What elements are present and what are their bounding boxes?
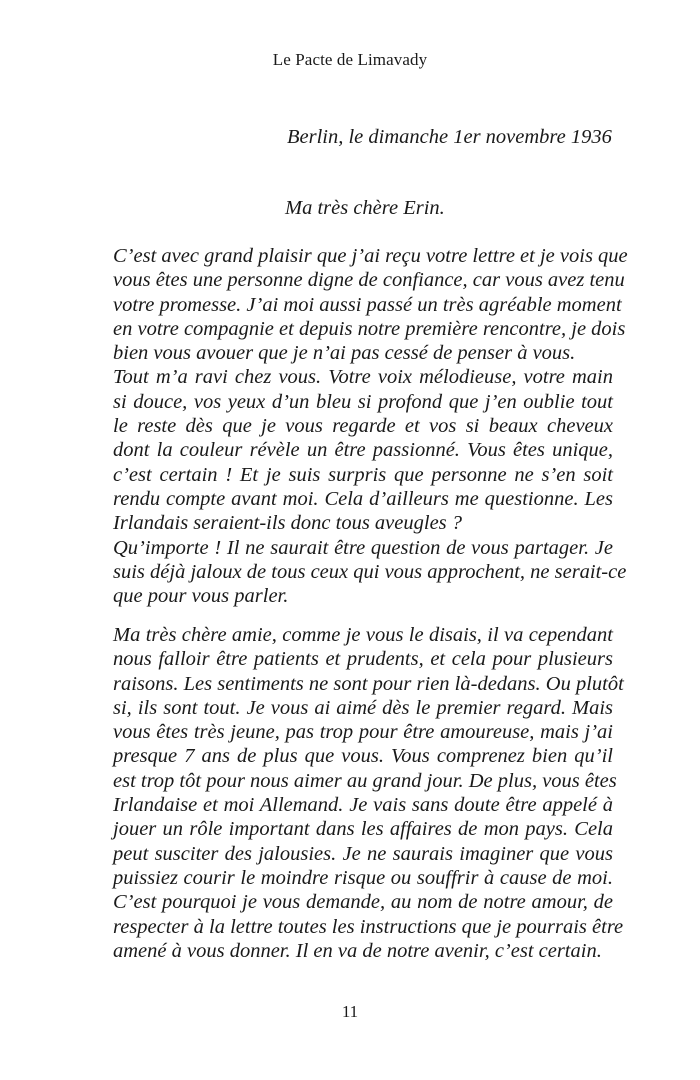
text-line: raisons. Les sentiments ne sont pour rien là-dedans. Ou plutôt (113, 672, 624, 695)
text-line: Qu’importe ! Il ne saurait être question de vous partager. Je (113, 536, 613, 559)
text-line: respecter à la lettre toutes les instructions que je pourrais être (113, 915, 624, 938)
text-line: Irlandais seraient-ils donc tous aveugles ? (113, 512, 463, 535)
text-line: amené à vous donner. Il en va de notre avenir, c’est certain. (113, 939, 602, 962)
text-line: en votre compagnie et depuis notre première rencontre, je dois (113, 317, 626, 340)
text-line: rendu compte avant moi. Cela d’ailleurs me questionne. Les (113, 487, 613, 510)
paragraph-2 (113, 623, 624, 963)
text-line: nous falloir être patients et prudents, et cela pour plusieurs (113, 648, 613, 671)
text-line: C’est pourquoi je vous demande, au nom de notre amour, de (113, 891, 613, 914)
text-line: c’est certain ! Et je suis surpris que personne ne s’en soit (113, 463, 613, 486)
text-line: est trop tôt pour nous aimer au grand jour. De plus, vous êtes (113, 769, 617, 792)
text-line: peut susciter des jalousies. Je ne saurais imaginer que vous (113, 842, 613, 865)
text-line: le reste dès que je vous regarde et vos si beaux cheveux (113, 415, 613, 438)
text-line: Tout m’a ravi chez vous. Votre voix mélodieuse, votre main (113, 366, 613, 389)
text-line: dont la couleur révèle un être passionné. Vous êtes unique, (113, 439, 613, 462)
text-line: Irlandaise et moi Allemand. Je vais sans doute être appelé à (113, 794, 613, 817)
text-line: C’est avec grand plaisir que j’ai reçu votre lettre et je vois que (113, 245, 628, 267)
text-line: votre promesse. J’ai moi aussi passé un très agréable moment (113, 293, 622, 316)
paragraph-1 (113, 244, 628, 608)
letter-dateline: Berlin, le dimanche 1er novembre 1936 (287, 126, 612, 148)
text-line: jouer un rôle important dans les affaires de mon pays. Cela (113, 818, 613, 841)
letter-salutation: Ma très chère Erin. (285, 197, 445, 219)
running-title: Le Pacte de Limavady (272, 50, 428, 69)
text-line: que pour vous parler. (113, 585, 289, 608)
text-line: vous êtes une personne digne de confiance, car vous avez tenu (113, 269, 625, 292)
text-line: si, ils sont tout. Je vous ai aimé dès le premier regard. Mais (113, 696, 613, 719)
text-line: bien vous avouer que je n’ai pas cessé de penser à vous. (113, 342, 576, 365)
text-line: puissiez courir le moindre risque ou souffrir à cause de moi. (113, 866, 613, 889)
text-line: vous êtes très jeune, pas trop pour être amoureuse, mais j’ai (113, 721, 613, 744)
text-line: si douce, vos yeux d’un bleu si profond que j’en oublie tout (113, 390, 613, 413)
text-line: Ma très chère amie, comme je vous le disais, il va cependant (113, 624, 613, 646)
page-number: 11 (341, 1002, 359, 1021)
text-line: suis déjà jaloux de tous ceux qui vous approchent, ne serait-ce (113, 560, 627, 583)
text-line: presque 7 ans de plus que vous. Vous comprenez bien qu’il (113, 745, 613, 768)
